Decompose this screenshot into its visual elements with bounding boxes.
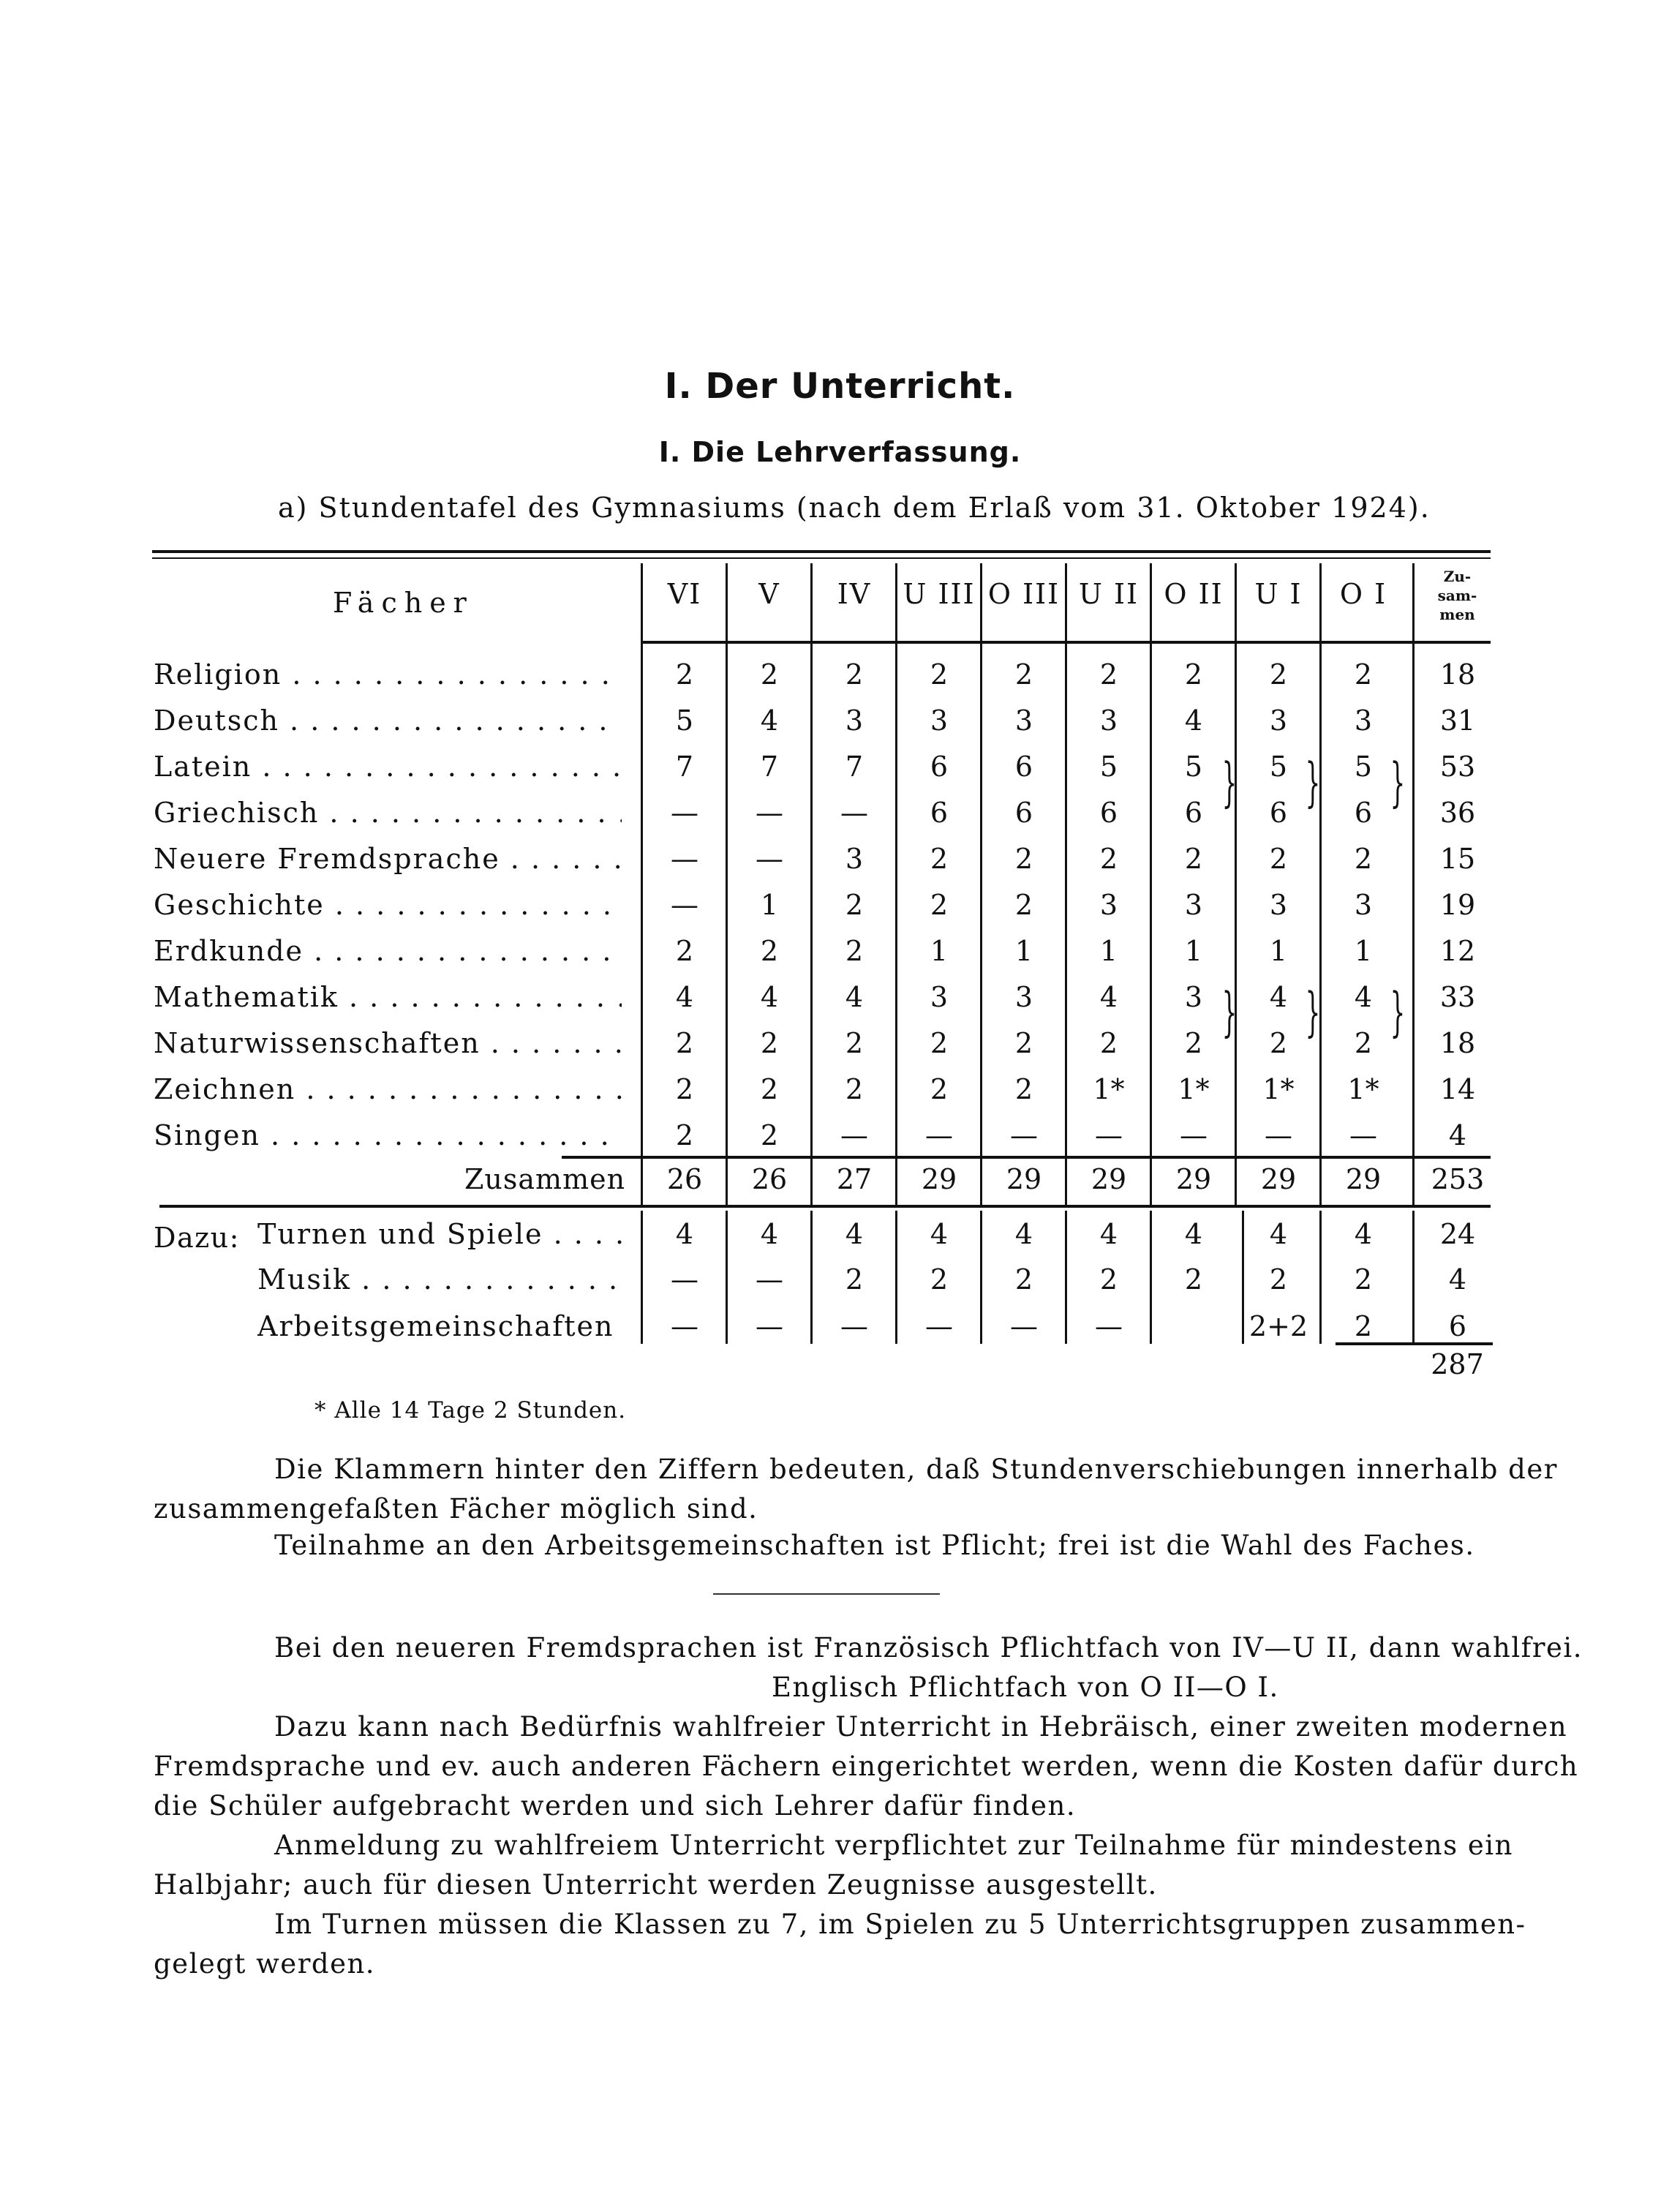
cell-uii: 6 <box>1099 797 1118 829</box>
cell-vi: — <box>671 889 698 921</box>
cell-uii: 3 <box>1099 889 1118 921</box>
cell-oi: 5 <box>1354 751 1373 783</box>
cell-iv: — <box>840 797 868 829</box>
table-row <box>0 1073 1680 1119</box>
sum-total: 253 <box>1431 1163 1485 1195</box>
cell-oii: 6 <box>1184 797 1203 829</box>
table-row <box>0 981 1680 1026</box>
table-row <box>0 889 1680 934</box>
cell-uiii: 3 <box>930 981 949 1013</box>
sum-cell: 27 <box>836 1163 873 1195</box>
cell-v: — <box>756 797 783 829</box>
cell-oii: 1* <box>1178 1073 1210 1105</box>
cell-ui: 1 <box>1269 935 1288 967</box>
footnote: * Alle 14 Tage 2 Stunden. <box>314 1397 627 1424</box>
cell-uii: 1* <box>1093 1073 1125 1105</box>
cell-oiii: 6 <box>1014 751 1033 783</box>
cell-uiii: 6 <box>930 751 949 783</box>
cell-uiii: 2 <box>930 1073 949 1105</box>
cell-oiii: 6 <box>1014 797 1033 829</box>
sum-row <box>0 1163 1680 1208</box>
cell-vi: — <box>671 843 698 875</box>
cell-ui: 4 <box>1269 1218 1288 1250</box>
grand-total: 287 <box>1431 1348 1484 1380</box>
cell-total: 33 <box>1439 981 1476 1013</box>
sum-cell: 29 <box>1345 1163 1382 1195</box>
table-row <box>0 797 1680 842</box>
column-header-ui: U I <box>1254 578 1303 610</box>
cell-oi: 4 <box>1354 981 1373 1013</box>
cell-total: 18 <box>1439 1027 1476 1059</box>
cell-total: 6 <box>1448 1310 1467 1342</box>
cell-uii: — <box>1095 1119 1123 1151</box>
cell-v: 2 <box>760 658 779 691</box>
cell-oi: 2 <box>1354 1310 1373 1342</box>
cell-oii: 3 <box>1184 889 1203 921</box>
row-label: Religion . . . <box>154 658 622 691</box>
table-top-rule-inner <box>152 557 1491 559</box>
cell-iv: 2 <box>845 889 864 921</box>
table-row <box>0 1027 1680 1072</box>
cell-v: — <box>756 843 783 875</box>
paragraph-5-line-2: Halbjahr; auch für diesen Unterricht werden Zeugnisse ausgestellt. <box>154 1869 1158 1901</box>
cell-uiii: 1 <box>930 935 949 967</box>
cell-uiii: 2 <box>930 843 949 875</box>
sum-cell: 26 <box>751 1163 788 1195</box>
cell-iv: 2 <box>845 1263 864 1296</box>
paragraph-3-line-2: Englisch Pflichtfach von O II—O I. <box>772 1672 1279 1703</box>
cell-uiii: 2 <box>930 1263 949 1296</box>
table-row <box>0 935 1680 980</box>
cell-uiii: 3 <box>930 704 949 737</box>
cell-oiii: 4 <box>1014 1218 1033 1250</box>
cell-vi: 2 <box>675 1027 694 1059</box>
cell-total: 4 <box>1448 1119 1467 1151</box>
cell-oiii: 1 <box>1014 935 1033 967</box>
row-label: Zeichnen . . . <box>154 1073 622 1105</box>
brace-latein-griechisch-oi: } <box>1390 751 1406 813</box>
cell-oiii: 3 <box>1014 704 1033 737</box>
column-header-oii: O II <box>1164 578 1224 610</box>
cell-oi: 2 <box>1354 843 1373 875</box>
cell-iv: 4 <box>845 981 864 1013</box>
sum-cell: 29 <box>921 1163 957 1195</box>
cell-uiii: 4 <box>930 1218 949 1250</box>
cell-uii: 1 <box>1099 935 1118 967</box>
cell-v: 2 <box>760 1073 779 1105</box>
table-top-rule <box>152 550 1491 553</box>
sum-row-top-rule <box>562 1156 1491 1159</box>
table-caption: a) Stundentafel des Gymnasiums (nach dem Erlaß vom 31. Oktober 1924). <box>278 492 1431 524</box>
header-bottom-rule <box>642 641 1491 644</box>
cell-uiii: 6 <box>930 797 949 829</box>
cell-uiii: 2 <box>930 658 949 691</box>
cell-uiii: 2 <box>930 1027 949 1059</box>
paragraph-4-line-3: die Schüler aufgebracht werden und sich Lehrer dafür finden. <box>154 1790 1077 1822</box>
cell-oi: 4 <box>1354 1218 1373 1250</box>
cell-iv: 7 <box>845 751 864 783</box>
cell-v: 2 <box>760 1027 779 1059</box>
column-header-oiii: O III <box>987 578 1061 610</box>
cell-vi: 4 <box>675 981 694 1013</box>
row-label: Naturwissenschaften . . . <box>154 1027 622 1059</box>
cell-oiii: 2 <box>1014 1263 1033 1296</box>
row-label: Mathematik . . . <box>154 981 622 1013</box>
cell-oii: — <box>1180 1119 1208 1151</box>
section-divider <box>713 1593 940 1595</box>
cell-total: 36 <box>1439 797 1476 829</box>
cell-iv: 2 <box>845 935 864 967</box>
row-label: Geschichte . . . <box>154 889 622 921</box>
cell-ui: 2 <box>1269 658 1288 691</box>
cell-v: 1 <box>760 889 779 921</box>
cell-vi: 2 <box>675 658 694 691</box>
paragraph-4-line-1: Dazu kann nach Bedürfnis wahlfreier Unterricht in Hebräisch, einer zweiten modernen <box>274 1711 1568 1742</box>
row-label: Singen . . . <box>154 1119 622 1151</box>
cell-iv: 2 <box>845 658 864 691</box>
cell-v: 4 <box>760 1218 779 1250</box>
row-label: Latein . . . <box>154 751 622 783</box>
table-row <box>0 704 1680 750</box>
paragraph-1-line-2: zusammengefaßten Fächer möglich sind. <box>154 1493 758 1525</box>
column-header-uii: U II <box>1078 578 1140 610</box>
cell-v: 2 <box>760 935 779 967</box>
cell-oii: 2 <box>1184 843 1203 875</box>
section-heading: I. Die Lehrverfassung. <box>658 436 1022 468</box>
cell-oiii: 2 <box>1014 889 1033 921</box>
cell-oi: 3 <box>1354 889 1373 921</box>
cell-ui: 3 <box>1269 889 1288 921</box>
cell-v: 7 <box>760 751 779 783</box>
cell-oii: 3 <box>1184 981 1203 1013</box>
cell-vi: 4 <box>675 1218 694 1250</box>
cell-vi: 7 <box>675 751 694 783</box>
cell-total: 53 <box>1439 751 1476 783</box>
cell-vi: — <box>671 797 698 829</box>
table-row <box>0 1218 1680 1263</box>
cell-total: 19 <box>1439 889 1476 921</box>
cell-oiii: 2 <box>1014 1073 1033 1105</box>
cell-oii: 2 <box>1184 1263 1203 1296</box>
paragraph-6-line-1: Im Turnen müssen die Klassen zu 7, im Spielen zu 5 Unterrichtsgruppen zusammen- <box>274 1909 1526 1940</box>
sum-cell: 29 <box>1091 1163 1127 1195</box>
column-header-uiii: U III <box>903 578 976 610</box>
cell-v: — <box>756 1310 783 1342</box>
paragraph-3-line-1: Bei den neueren Fremdsprachen ist Französisch Pflichtfach von IV—U II, dann wahlfrei. <box>274 1632 1583 1663</box>
cell-ui: 2 <box>1269 1027 1288 1059</box>
cell-oi: 2 <box>1354 1027 1373 1059</box>
cell-total: 12 <box>1439 935 1476 967</box>
paragraph-4-line-2: Fremdsprache und ev. auch anderen Fächern eingerichtet werden, wenn die Kosten dafür durch <box>154 1751 1579 1782</box>
sum-row-label: Zusammen <box>464 1163 626 1195</box>
cell-uiii: — <box>925 1119 953 1151</box>
cell-uii: — <box>1095 1310 1123 1342</box>
paragraph-1-line-1: Die Klammern hinter den Ziffern bedeuten, daß Stundenverschiebungen innerhalb der <box>274 1454 1558 1485</box>
cell-oi: 2 <box>1354 658 1373 691</box>
cell-oi: 1* <box>1347 1073 1379 1105</box>
cell-total: 14 <box>1439 1073 1476 1105</box>
cell-vi: — <box>671 1263 698 1296</box>
sum-cell: 29 <box>1260 1163 1297 1195</box>
cell-oi: 2 <box>1354 1263 1373 1296</box>
cell-iv: 3 <box>845 843 864 875</box>
cell-oiii: 3 <box>1014 981 1033 1013</box>
table-row <box>0 843 1680 888</box>
total-header-text: Zu- sam- men <box>1437 568 1477 623</box>
extra-prefix: Dazu: <box>154 1222 240 1254</box>
paragraph-6-line-2: gelegt werden. <box>154 1948 376 1980</box>
cell-vi: — <box>671 1310 698 1342</box>
sum-cell: 29 <box>1006 1163 1042 1195</box>
total-column-header <box>1415 567 1499 624</box>
paragraph-5-line-1: Anmeldung zu wahlfreiem Unterricht verpflichtet zur Teilnahme für mindestens ein <box>274 1830 1513 1861</box>
cell-uii: 4 <box>1099 981 1118 1013</box>
cell-oiii: 2 <box>1014 658 1033 691</box>
cell-vi: 2 <box>675 1119 694 1151</box>
row-label: Musik . . . <box>257 1263 622 1296</box>
cell-ui: 2+2 <box>1248 1310 1308 1342</box>
cell-vi: 2 <box>675 1073 694 1105</box>
brace-latein-griechisch-oii: } <box>1221 751 1238 813</box>
cell-uiii: — <box>925 1310 953 1342</box>
table-row <box>0 751 1680 796</box>
table-row <box>0 658 1680 704</box>
sum-cell: 26 <box>666 1163 703 1195</box>
cell-total: 24 <box>1439 1218 1476 1250</box>
cell-ui: 1* <box>1262 1073 1295 1105</box>
cell-uii: 3 <box>1099 704 1118 737</box>
cell-total: 18 <box>1439 658 1476 691</box>
paragraph-2: Teilnahme an den Arbeitsgemeinschaften ist Pflicht; frei ist die Wahl des Faches. <box>274 1530 1475 1561</box>
cell-ui: 5 <box>1269 751 1288 783</box>
cell-ui: 3 <box>1269 704 1288 737</box>
cell-v: — <box>756 1263 783 1296</box>
cell-v: 2 <box>760 1119 779 1151</box>
cell-ui: 2 <box>1269 843 1288 875</box>
cell-oii: 5 <box>1184 751 1203 783</box>
cell-oiii: — <box>1010 1310 1038 1342</box>
cell-ui: 4 <box>1269 981 1288 1013</box>
column-header-v: V <box>758 578 780 610</box>
cell-oii: 4 <box>1184 1218 1203 1250</box>
cell-oi: 3 <box>1354 704 1373 737</box>
cell-uii: 4 <box>1099 1218 1118 1250</box>
cell-oii: 2 <box>1184 1027 1203 1059</box>
cell-iv: 4 <box>845 1218 864 1250</box>
cell-oiii: — <box>1010 1119 1038 1151</box>
cell-uii: 2 <box>1099 1027 1118 1059</box>
row-label: Turnen und Spiele . . . <box>257 1218 622 1250</box>
cell-oi: — <box>1349 1119 1377 1151</box>
page-heading: I. Der Unterricht. <box>664 366 1016 407</box>
cell-uii: 2 <box>1099 1263 1118 1296</box>
row-label: Erdkunde . . . <box>154 935 622 967</box>
cell-total: 15 <box>1439 843 1476 875</box>
cell-ui: — <box>1265 1119 1292 1151</box>
brace-mathe-natur-oi: } <box>1390 981 1406 1042</box>
row-label: Neuere Fremdsprache . . . <box>154 843 622 875</box>
column-header-oi: O I <box>1339 578 1387 610</box>
cell-oii: 4 <box>1184 704 1203 737</box>
table-bottom-rule <box>1336 1342 1493 1345</box>
cell-iv: — <box>840 1310 868 1342</box>
subjects-header: Fächer <box>333 587 474 619</box>
brace-latein-griechisch-ui: } <box>1305 751 1321 813</box>
cell-oii: 1 <box>1184 935 1203 967</box>
cell-ui: 2 <box>1269 1263 1288 1296</box>
cell-iv: — <box>840 1119 868 1151</box>
cell-v: 4 <box>760 981 779 1013</box>
cell-oi: 6 <box>1354 797 1373 829</box>
cell-iv: 2 <box>845 1027 864 1059</box>
cell-ui: 6 <box>1269 797 1288 829</box>
cell-oi: 1 <box>1354 935 1373 967</box>
row-label: Deutsch . . . <box>154 704 622 737</box>
row-label: Arbeitsgemeinschaften . . . <box>257 1310 622 1342</box>
cell-vi: 5 <box>675 704 694 737</box>
cell-oiii: 2 <box>1014 843 1033 875</box>
brace-mathe-natur-ui: } <box>1305 981 1321 1042</box>
column-header-vi: VI <box>667 578 702 610</box>
sum-cell: 29 <box>1175 1163 1212 1195</box>
cell-v: 4 <box>760 704 779 737</box>
cell-vi: 2 <box>675 935 694 967</box>
cell-uii: 2 <box>1099 658 1118 691</box>
cell-oiii: 2 <box>1014 1027 1033 1059</box>
table-row <box>0 1263 1680 1309</box>
cell-iv: 3 <box>845 704 864 737</box>
brace-mathe-natur-oii: } <box>1221 981 1238 1042</box>
cell-total: 31 <box>1439 704 1476 737</box>
cell-uii: 2 <box>1099 843 1118 875</box>
cell-uiii: 2 <box>930 889 949 921</box>
cell-iv: 2 <box>845 1073 864 1105</box>
row-label: Griechisch . . . <box>154 797 622 829</box>
cell-uii: 5 <box>1099 751 1118 783</box>
cell-total: 4 <box>1448 1263 1467 1296</box>
column-header-iv: IV <box>837 578 872 610</box>
cell-oii: 2 <box>1184 658 1203 691</box>
